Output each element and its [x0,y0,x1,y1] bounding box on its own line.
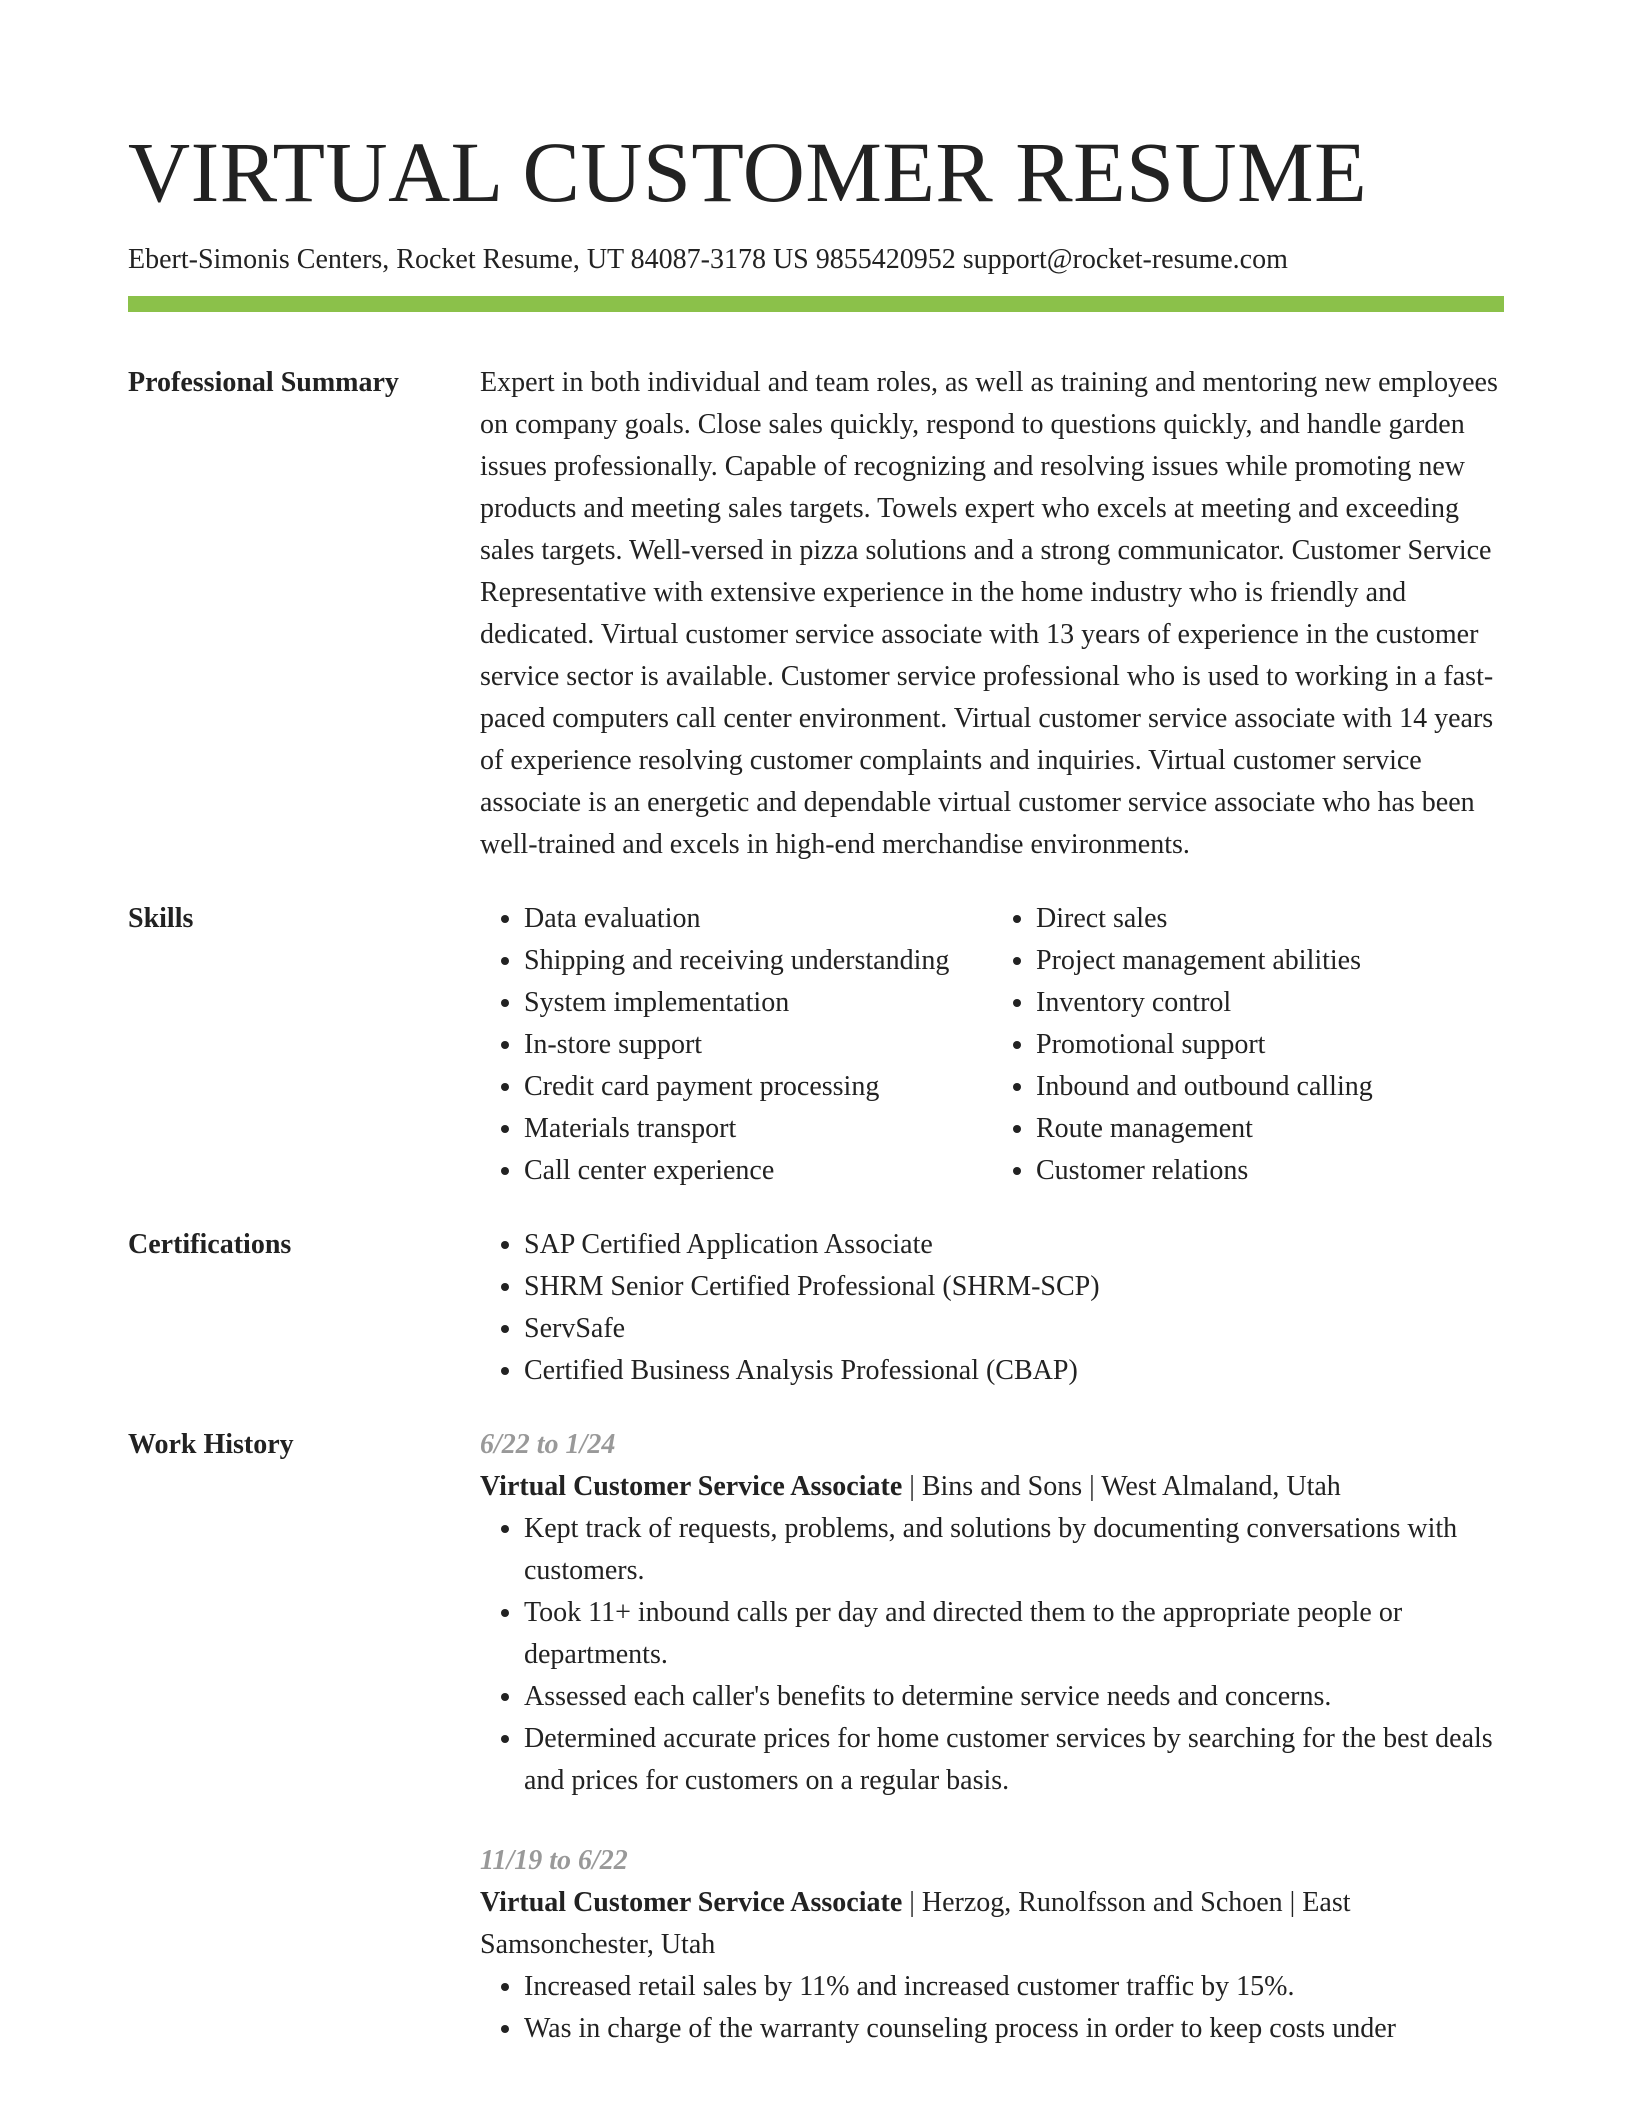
job-duty: • Was in charge of the warranty counseling process in order to keep costs under [524,2008,1504,2050]
certification-item: • SAP Certified Application Associate [524,1224,1504,1266]
work-history-body [480,1424,1504,2088]
summary-section [128,362,1504,866]
skill-item: • Materials transport [524,1108,992,1150]
skills-right-column [992,898,1504,1192]
certifications-body [480,1224,1504,1392]
certifications-section [128,1224,1504,1392]
job-entry [480,1424,1504,1802]
job-dates: 6/22 to 1/24 [480,1429,616,1460]
skill-item: • Customer relations [1036,1150,1504,1192]
skills-grid [480,898,1504,1192]
job-duties-list [480,1508,1504,1802]
skill-item: • In-store support [524,1024,992,1066]
job-duty: • Kept track of requests, problems, and solutions by documenting conversations with customers. [524,1508,1504,1592]
job-duty: • Took 11+ inbound calls per day and directed them to the appropriate people or departments. [524,1592,1504,1676]
certification-item: • Certified Business Analysis Professional (CBAP) [524,1350,1504,1392]
skill-item: • Inbound and outbound calling [1036,1066,1504,1108]
job-entry [480,1840,1504,2050]
skills-heading: Skills [128,903,194,934]
work-history-heading: Work History [128,1429,294,1460]
job-duties-list [480,1966,1504,2050]
summary-body [480,362,1504,866]
certifications-list [480,1224,1504,1392]
job-duty: • Increased retail sales by 11% and increased customer traffic by 15%. [524,1966,1504,2008]
resume-title: VIRTUAL CUSTOMER RESUME [128,124,1368,220]
contact-line: Ebert-Simonis Centers, Rocket Resume, UT 84087-3178 US 9855420952 support@rocket-resume.com [128,244,1288,275]
certifications-heading: Certifications [128,1229,292,1260]
skill-item: • System implementation [524,982,992,1024]
skill-item: • Credit card payment processing [524,1066,992,1108]
skills-body [480,898,1504,1192]
skill-item: • Inventory control [1036,982,1504,1024]
work-history-section [128,1424,1504,2088]
skills-left-column [480,898,992,1192]
summary-text: Expert in both individual and team roles, as well as training and mentoring new employees on company goals. Close sales quickly, respond to questions quickly, and handle garden issues professionally. Capable of recognizing and resolving issues while promoting new products and meeting sales targets. Towels expert who excels at meeting and exceeding sales targets. Well-versed in pizza solutions and a strong communicator. Customer Service Representative with extensive experience in the home industry who is friendly and dedicated. Virtual customer service associate with 13 years of experience in the customer service sector is available. Customer service professional who is used to working in a fast-paced computers call center environment. Virtual customer service associate with 14 years of experience resolving customer complaints and inquiries. Virtual customer service associate is an energetic and dependable virtual customer service associate who has been well-trained and excels in high-end merchandise environments. [480,367,1498,860]
job-dates: 11/19 to 6/22 [480,1845,628,1876]
job-employer-location: | Herzog, Runolfsson and Schoen | East Samsonchester, Utah [480,1887,1351,1960]
job-title-line [480,1466,1504,1508]
skill-item: • Project management abilities [1036,940,1504,982]
job-duty: • Assessed each caller's benefits to determine service needs and concerns. [524,1676,1504,1718]
skill-item: • Promotional support [1036,1024,1504,1066]
resume-page [128,0,1504,2088]
certification-item: • ServSafe [524,1308,1504,1350]
skill-item: • Shipping and receiving understanding [524,940,992,982]
job-employer-location: | Bins and Sons | West Almaland, Utah [902,1471,1341,1502]
skill-item: • Call center experience [524,1150,992,1192]
skills-section [128,898,1504,1192]
accent-divider [128,296,1504,312]
summary-heading: Professional Summary [128,367,399,398]
job-duty: • Determined accurate prices for home customer services by searching for the best deals and prices for customers on a regular basis. [524,1718,1504,1802]
skill-item: • Direct sales [1036,898,1504,940]
certification-item: • SHRM Senior Certified Professional (SHRM-SCP) [524,1266,1504,1308]
skill-item: • Route management [1036,1108,1504,1150]
job-title: Virtual Customer Service Associate [480,1471,903,1502]
job-title: Virtual Customer Service Associate [480,1887,903,1918]
skill-item: • Data evaluation [524,898,992,940]
job-title-line [480,1882,1504,1966]
